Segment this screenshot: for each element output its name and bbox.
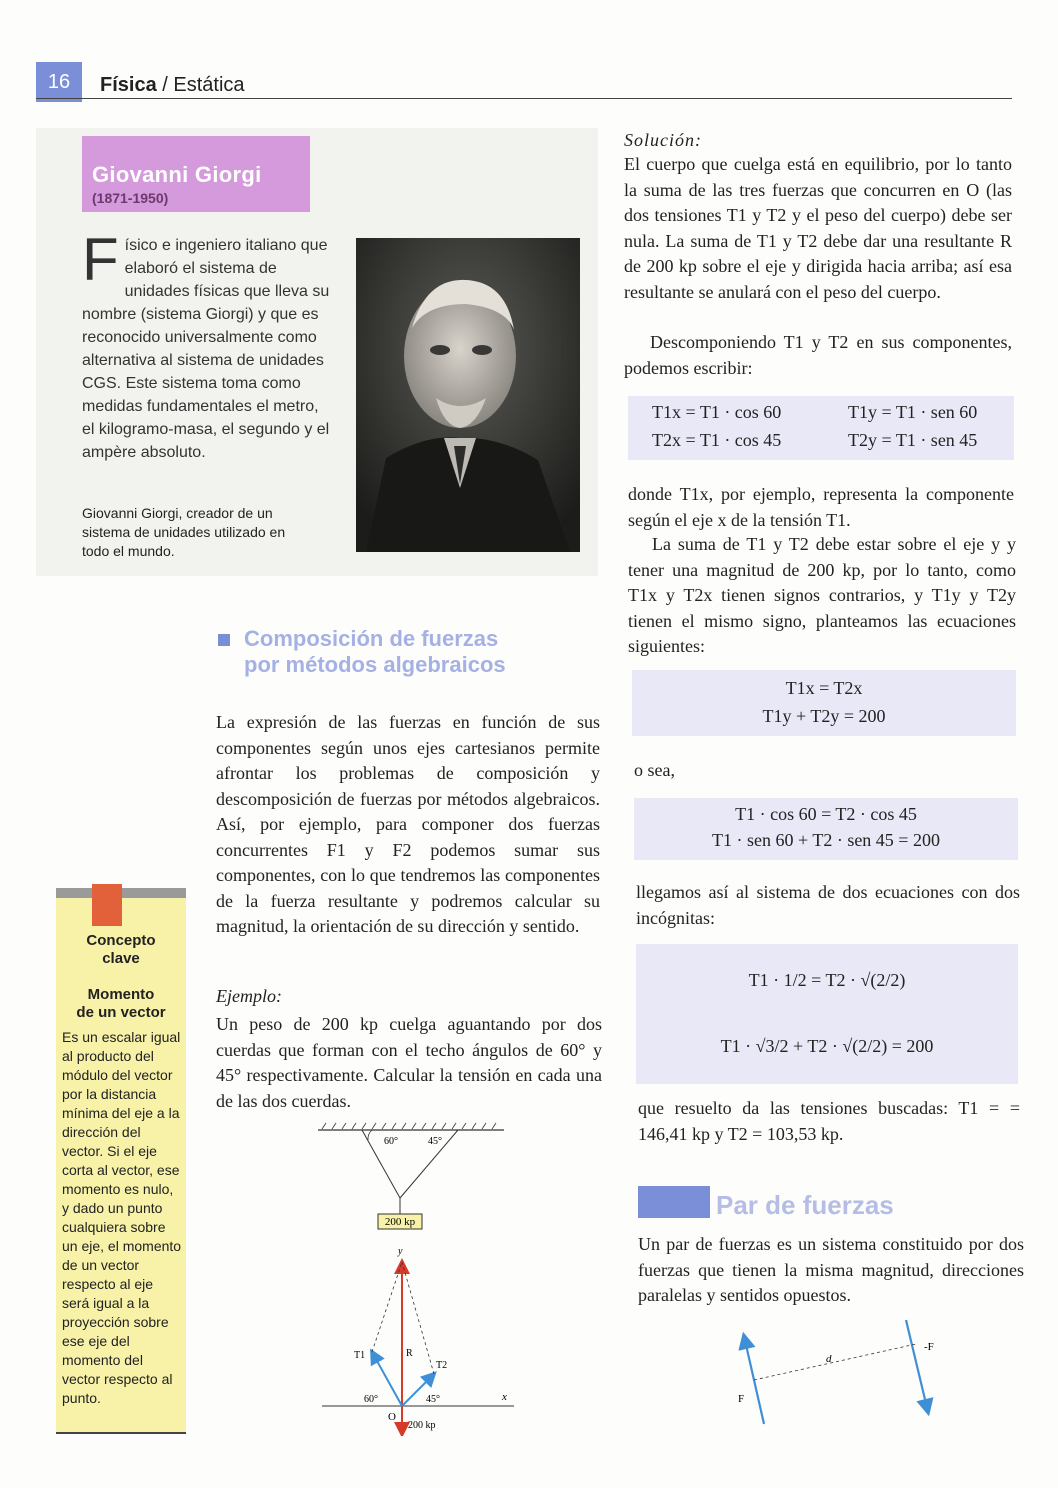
section-bullet xyxy=(218,634,230,646)
bio-text xyxy=(82,226,332,464)
angle-60-label-2: 60° xyxy=(364,1394,378,1405)
concept-heading xyxy=(56,932,186,968)
couple-diagram xyxy=(720,1316,960,1428)
header-subject: Física xyxy=(100,74,157,96)
t2-label: T2 xyxy=(436,1360,448,1371)
concept-tab xyxy=(92,884,122,926)
solution-label: Solución: xyxy=(624,130,702,150)
eq-system-2: T1 · √3/2 + T2 · √(2/2) = 200 xyxy=(720,1036,934,1056)
concept-definition: Es un escalar igual al producto del módulo del vector por la distancia mínima del eje a la dirección del vector. Si el eje corta al vector, ese momento es nulo, y dado un punto cualquiera sobre un eje, el momento de un vector respecto al eje será igual a la proyección sobre ese eje del momento del vector respecto al punto. xyxy=(62,1029,182,1406)
solution-paragraph-1: El cuerpo que cuelga está en equilibrio, por lo tanto la suma de las tres fuerzas que concurren en O (las dos tensiones T1 y T2 y el peso del cuerpo) debe ser nula. La suma de T1 y T2 debe dar una resultante R de 200 kp sobre el eje y dirigida hacia arriba; así esa resultante se anulará con el peso del cuerpo. xyxy=(624,154,1012,302)
portrait-image xyxy=(356,238,580,552)
header-rule xyxy=(36,98,1012,99)
eq-sen: T1 · sen 60 + T2 · sen 45 = 200 xyxy=(712,830,940,850)
solution-paragraph-3: donde T1x, por ejemplo, representa la componente según el eje x de la tensión T1. xyxy=(628,484,1014,530)
eq-t2y: T2y = T1 · sen 45 xyxy=(848,430,978,450)
example-label: Ejemplo: xyxy=(216,986,282,1006)
bio-name: Giovanni Giorgi xyxy=(92,162,262,187)
eq-cos: T1 · cos 60 = T2 · cos 45 xyxy=(735,804,917,824)
header-topic: Estática xyxy=(173,74,245,96)
concept-term-line2: de un vector xyxy=(76,1004,166,1021)
solution-paragraph-2: Descomponiendo T1 y T2 en sus componentes, podemos escribir: xyxy=(624,332,1012,378)
eq-components-x: T1x = T2x xyxy=(785,678,863,698)
weight-label-2: 200 kp xyxy=(408,1420,436,1431)
section-paragraph: La expresión de las fuerzas en función de sus componentes según unos ejes cartesianos permite afrontar los problemas de composición y descomposición de fuerzas por métodos algebraicos. Así, por ejemplo, para componer dos fuerzas concurrentes F1 y F2 podemos sumar sus componentes, con lo que tendremos las componentes de la fuerza resultante y podremos calcular su magnitud, la orientación de su dirección y sentido. xyxy=(216,712,600,936)
bio-years: (1871-1950) xyxy=(92,190,169,206)
equation-box-2 xyxy=(632,670,1016,736)
angle-45-label: 45° xyxy=(428,1136,442,1147)
o-sea-text: o sea, xyxy=(634,760,675,780)
distance-label: d xyxy=(826,1353,832,1365)
eq-components-y: T1y + T2y = 200 xyxy=(762,706,886,726)
par-heading: Par de fuerzas xyxy=(716,1190,894,1220)
solution-paragraph-5: llegamos así al sistema de dos ecuaciones con dos incógnitas: xyxy=(636,882,1020,928)
f-label: F xyxy=(738,1393,745,1405)
weight-label: 200 kp xyxy=(384,1216,416,1228)
portrait-caption: Giovanni Giorgi, creador de un sistema de unidades utilizado en todo el mundo. xyxy=(82,505,286,559)
example-text: Un peso de 200 kp cuelga aguantando por dos cuerdas que forman con el techo ángulos de 60° y 45° respectivamente. Calcular la tensión en cada una de las dos cuerdas. xyxy=(216,1014,602,1111)
equation-box-1 xyxy=(628,396,1014,460)
minus-f-label: -F xyxy=(924,1341,934,1353)
force-vector-diagram xyxy=(318,1240,518,1436)
section-title xyxy=(244,626,506,678)
t1-label: T1 xyxy=(354,1350,366,1361)
concept-heading-line2: clave xyxy=(102,950,140,967)
page-number: 16 xyxy=(36,62,82,102)
angle-60-label: 60° xyxy=(384,1136,398,1147)
section-title-line2: por métodos algebraicos xyxy=(244,652,506,677)
bio-drop-cap: F xyxy=(82,226,119,293)
origin-label: O xyxy=(388,1411,396,1423)
eq-t2x: T2x = T1 · cos 45 xyxy=(652,430,782,450)
running-header xyxy=(100,74,245,97)
concept-heading-line1: Concepto xyxy=(86,932,156,949)
portrait-photo xyxy=(356,238,580,552)
eq-t1y: T1y = T1 · sen 60 xyxy=(848,402,978,422)
par-heading-bar xyxy=(638,1186,710,1218)
solution-paragraph-4: La suma de T1 y T2 debe estar sobre el eje y y tener una magnitud de 200 kp, por lo tanto, como T1x y T2x tienen signos contrarios, y T1y y T2y tienen el mismo signo, planteamos las ecuaciones siguientes: xyxy=(628,534,1016,656)
force-minus-f-vector xyxy=(906,1320,928,1412)
equation-box-3 xyxy=(634,798,1018,860)
angle-45-label-2: 45° xyxy=(426,1394,440,1405)
equation-box-4 xyxy=(636,944,1018,1084)
eq-t1x: T1x = T1 · cos 60 xyxy=(652,402,782,422)
y-axis-label: y xyxy=(398,1246,403,1257)
concept-term-line1: Momento xyxy=(87,986,155,1003)
x-axis-label: x xyxy=(502,1391,507,1403)
hanging-weight-diagram xyxy=(312,1120,512,1232)
header-separator: / xyxy=(156,74,174,96)
r-label: R xyxy=(406,1348,413,1359)
concept-term xyxy=(56,986,186,1022)
bio-body: ísico e ingeniero italiano que elaboró el sistema de unidades físicas que lleva su nombre (sistema Giorgi) y que es reconocido universalmente como alternativa al sistema de unidades CGS. Este sistema toma como medidas fundamentales el metro, el kilogramo-masa, el segundo y el ampère absoluto. xyxy=(82,237,330,461)
solution-result: que resuelto da las tensiones buscadas: T1 = = 146,41 kp y T2 = 103,53 kp. xyxy=(638,1098,1020,1144)
par-paragraph: Un par de fuerzas es un sistema constituido por dos fuerzas que tienen la misma magnitud, direcciones paralelas y sentidos opuestos. xyxy=(638,1234,1024,1305)
section-title-line1: Composición de fuerzas xyxy=(244,626,499,651)
eq-system-1: T1 · 1/2 = T2 · √(2/2) xyxy=(748,970,906,990)
